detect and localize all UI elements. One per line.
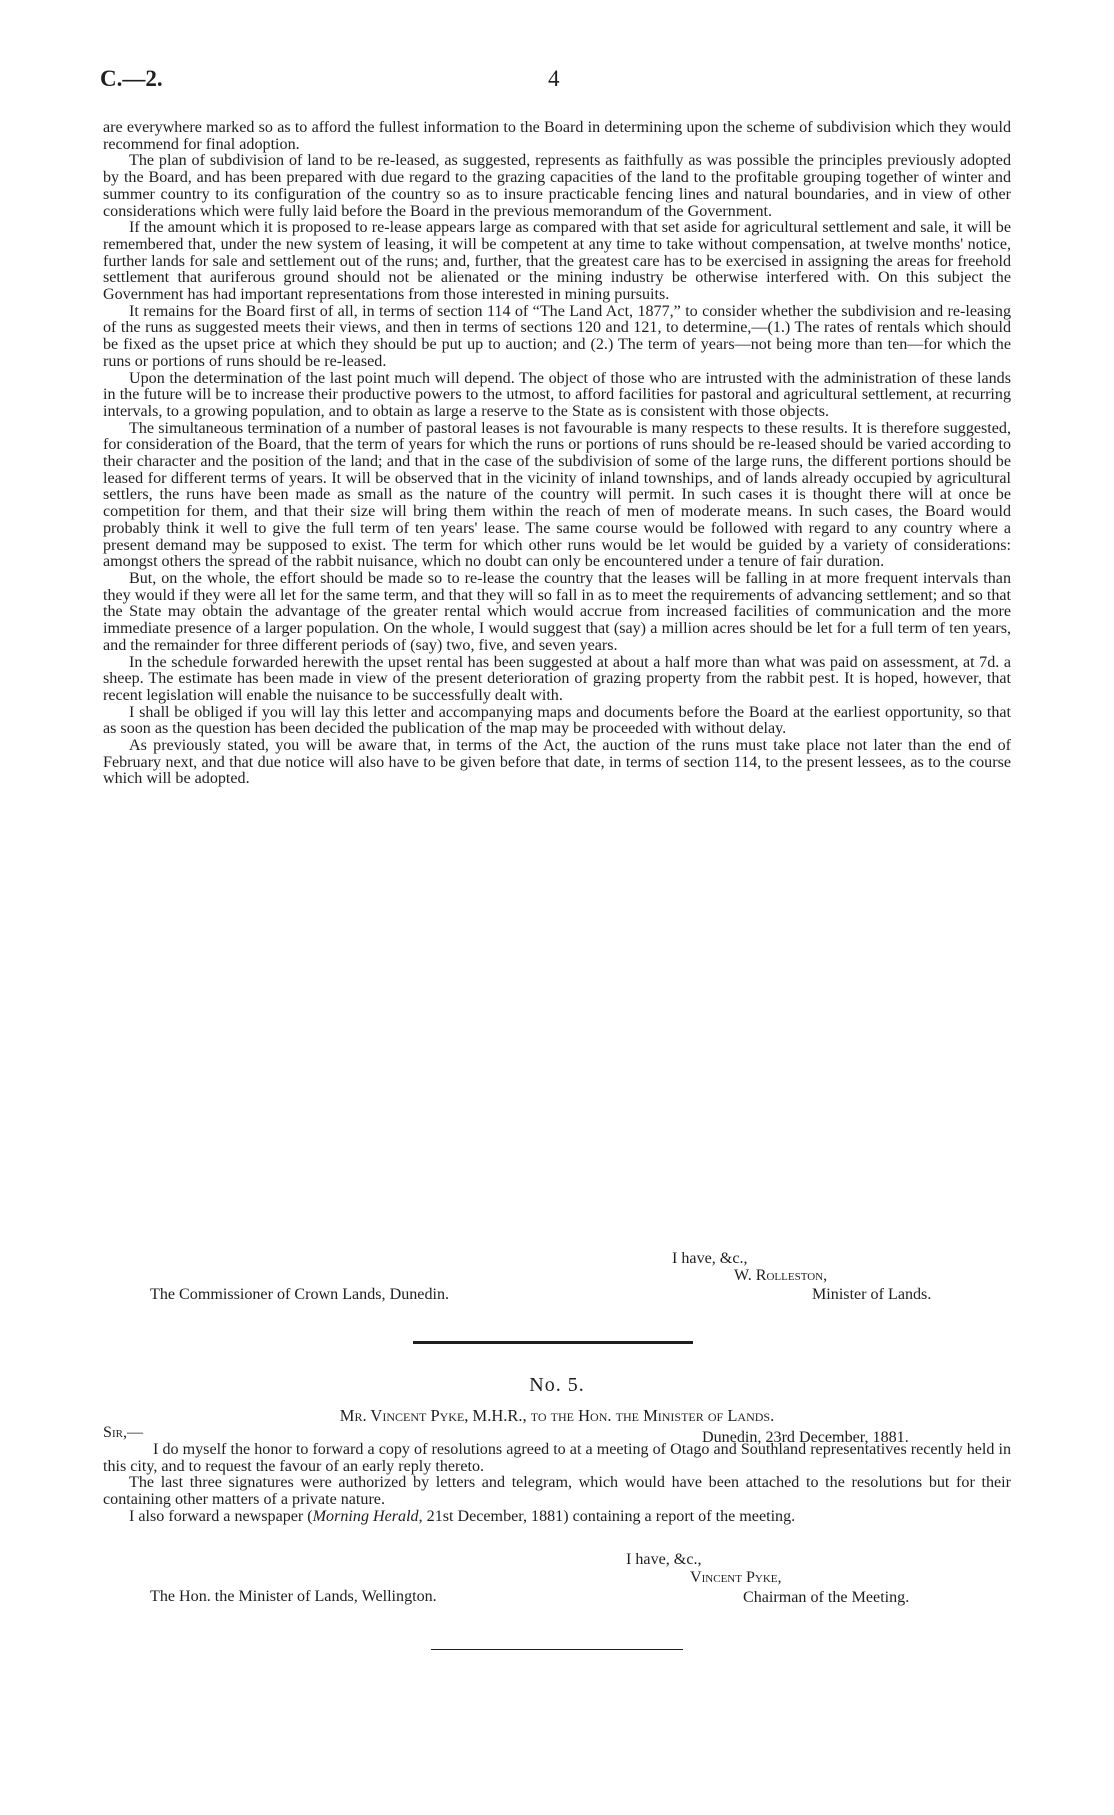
letter-5-body <box>103 1442 1011 1526</box>
letter-4-body <box>103 120 1011 788</box>
closing-formula: I have, &c., <box>672 1250 748 1267</box>
paragraph: I shall be obliged if you will lay this letter and accompanying maps and documents before the Board at the earliest opportunity, so that as soon as the question has been decided the publication of the map may be proceeded with without delay. <box>103 703 1011 738</box>
paragraph-text: I also forward a newspaper ( <box>129 1507 313 1525</box>
section-divider <box>413 1341 693 1344</box>
page-header <box>100 66 1014 96</box>
paragraph: The plan of subdivision of land to be re-leased, as suggested, represents as faithfully as was possible the principles previously adopted by the Board, and has been prepared with due regard to the grazing capacities of the land to the profitable grouping together of winter and summer country to its configuration of the country so as to insure practicable fencing lines and natural boundaries, and in view of other considerations which were fully laid before the Board in the previous memorandum of the Government. <box>103 152 1011 220</box>
paragraph <box>103 1509 1011 1526</box>
newspaper-title: Morning Herald <box>312 1507 419 1525</box>
salutation: Sir,— <box>103 1424 144 1441</box>
paragraph: As previously stated, you will be aware that, in terms of the Act, the auction of the runs must take place not later than the end of February next, and that due notice will also have to be given before that date, in terms of section 114, to the present lessees, as to the course which will be adopted. <box>103 737 1011 788</box>
paragraph: The last three signatures were authorized by letters and telegram, which would have been attached to the resolutions but for their containing other matters of a private nature. <box>103 1474 1011 1509</box>
paragraph: I do myself the honor to forward a copy of resolutions agreed to at a meeting of Otago and Southland representatives recently held in this city, and to request the favour of an early reply thereto. <box>103 1441 1011 1475</box>
paragraph: The simultaneous termination of a number of pastoral leases is not favourable is many respects to these results. It is therefore suggested, for consideration of the Board, that the term of years for which the runs or portions of runs should be re-leased should be varied according to their character and the position of the land; and that in the case of the subdivision of some of the large runs, the different portions should be leased for different terms of years. It will be observed that in the vicinity of inland townships, and of lands already occupied by agricultural settlers, the runs have been made as small as the nature of the country will permit. In such cases it is thought there will at once be competition for them, and that their size will bring them within the reach of men of moderate means. In such cases, the Board would probably think it well to give the full term of ten years' lease. The same course would be followed with regard to any country where a present demand may be supposed to exist. The term for which other runs would be let would be guided by a variety of considerations: amongst others the spread of the rabbit nuisance, which no doubt can only be encountered under a tenure of fair duration. <box>103 419 1011 571</box>
signatory-name: W. Rolleston, <box>734 1267 828 1284</box>
closing-formula: I have, &c., <box>626 1551 702 1568</box>
page-number: 4 <box>548 66 560 91</box>
addressee: The Hon. the Minister of Lands, Wellington. <box>150 1588 437 1605</box>
paragraph: In the schedule forwarded herewith the upset rental has been suggested at about a half more than what was paid on assessment, at 7d. a sheep. The estimate has been made in view of the present deterioration of grazing property from the rabbit pest. It is hoped, however, that recent legislation will enable the nuisance to be successfully dealt with. <box>103 653 1011 704</box>
letter-heading: Mr. Vincent Pyke, M.H.R., to the Hon. the Minister of Lands. <box>339 1406 775 1425</box>
paragraph-text: , 21st December, 1881) containing a report of the meeting. <box>418 1507 796 1525</box>
paragraph: are everywhere marked so as to afford the fullest information to the Board in determining upon the scheme of subdivision which they would recommend for final adoption. <box>103 119 1011 153</box>
paragraph: Upon the determination of the last point much will depend. The object of those who are intrusted with the administration of these lands in the future will be to increase their productive powers to the utmost, to afford facilities for pastoral and agricultural settlement, at recurring intervals, to a growing population, and to obtain as large a reserve to the State as is consistent with those objects. <box>103 369 1011 420</box>
signatory-name: Vincent Pyke, <box>690 1569 782 1586</box>
letter-number: No. 5. <box>529 1374 585 1396</box>
paragraph: It remains for the Board first of all, in terms of section 114 of “The Land Act, 1877,” to consider whether the subdivision and re-leasing of the runs as suggested meets their views, and then in terms of sections 120 and 121, to determine,—(1.) The rates of rentals which should be fixed as the upset price at which they should be put up to auction; and (2.) The term of years—not being more than ten—for which the runs or portions of runs should be re-leased. <box>103 302 1011 370</box>
signatory-title: Minister of Lands. <box>812 1286 932 1303</box>
paragraph: If the amount which it is proposed to re-lease appears large as compared with that set aside for agricultural settlement and sale, it will be remembered that, under the new system of leasing, it will be competent at any time to take without compensation, at twelve months' notice, further lands for sale and settlement out of the runs; and, further, that the greatest care has to be exercised in assigning the areas for freehold settlement that auriferous ground should not be alienated or the mining industry be otherwise interfered with. On this subject the Government has had important representations from those interested in mining pursuits. <box>103 219 1011 304</box>
signatory-title: Chairman of the Meeting. <box>743 1589 910 1606</box>
place-date: Dunedin, 23rd December, 1881. <box>702 1429 909 1446</box>
document-reference: C.—2. <box>100 66 163 91</box>
paragraph: But, on the whole, the effort should be made so to re-lease the country that the leases will be falling in at more frequent intervals than they would if they were all let for the same term, and that they will so fall in as to meet the requirements of advancing settlement; and so that the State may obtain the advantage of the greater rental which would accrue from increased facilities of communication and the more immediate presence of a larger population. On the whole, I would suggest that (say) a million acres should be let for a full term of ten years, and the remainder for three different periods of (say) two, five, and seven years. <box>103 569 1011 654</box>
addressee: The Commissioner of Crown Lands, Dunedin. <box>150 1286 450 1303</box>
end-divider <box>431 1649 683 1650</box>
